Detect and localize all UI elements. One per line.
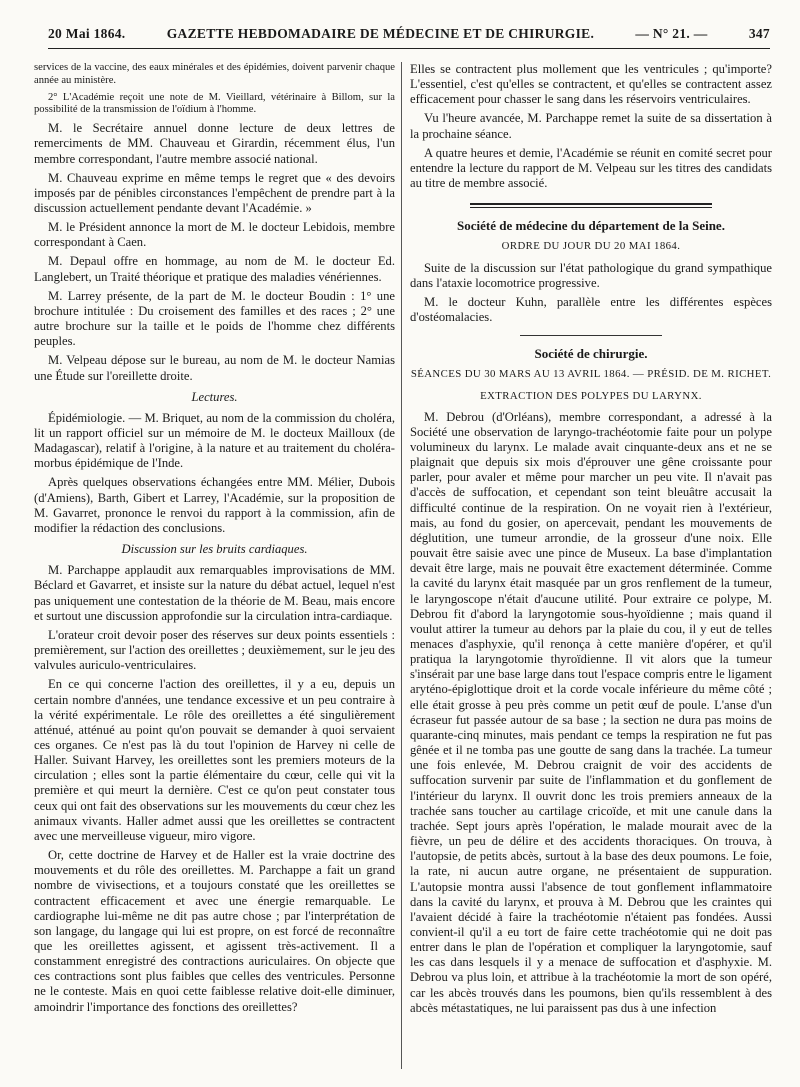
subheading-seances: SÉANCES DU 30 MARS AU 13 AVRIL 1864. — PRÉSID. DE M. RICHET. <box>410 368 772 381</box>
column-divider <box>401 62 402 1069</box>
left-column <box>34 62 395 1069</box>
para-larrey: M. Larrey présente, de la part de M. le docteur Boudin : 1° une brochure intitulée : Du croisement des familles et des races ; 2° une autre brochure sur la taille et le poids de l'homme chez différents peuples. <box>34 288 395 349</box>
header-issue: — N° 21. — <box>635 26 708 41</box>
header-date: 20 Mai 1864. <box>48 26 126 41</box>
fragment-vaccine: services de la vaccine, des eaux minérales et des épidémies, doivent parvenir chaque année au ministère. <box>34 62 395 86</box>
heading-societe-chirurgie: Société de chirurgie. <box>534 346 648 362</box>
para-secretaire: M. le Secrétaire annuel donne lecture de deux lettres de remerciments de MM. Chauveau et Girardin, récemment élus, l'un membre correspondant, l'autre membre associé national. <box>34 121 395 166</box>
heading-societe-medecine: Société de médecine du département de la Seine. <box>457 218 725 234</box>
subheading-polypes: EXTRACTION DES POLYPES DU LARYNX. <box>480 389 702 402</box>
para-parchappe: M. Parchappe applaudit aux remarquables improvisations de MM. Béclard et Gavarret, et insiste sur la nature du débat actuel, lequel n'est pas uniquement une contestation de la théorie de M. Beau, mais encore et surtout une discussion approfondie sur la circulation intra-cardiaque. <box>34 563 395 623</box>
para-chauveau: M. Chauveau exprime en même temps le regret que « des devoirs imposés par de pénibles circonstances l'empêchent de prendre part à la discussion actuellement pendante devant l'Académie. » <box>34 170 395 215</box>
header-page-number: 347 <box>748 26 770 41</box>
para-epidemiologie: Épidémiologie. — M. Briquet, au nom de la commission du choléra, lit un rapport officiel sur un mémoire de M. le docteux Mailloux (de Madagascar), relatif à l'origine, à la nature et au traitement du choléra-morbus épidémique de l'Inde. <box>34 410 395 471</box>
section-rule <box>470 203 712 208</box>
heading-lectures: Lectures. <box>191 389 238 404</box>
fragment-vieillard: 2° L'Académie reçoit une note de M. Vieillard, vétérinaire à Billom, sur la possibilité de la transmission de l'oïdium à l'homme. <box>34 91 395 116</box>
right-column <box>410 62 772 1069</box>
para-sympathique: Suite de la discussion sur l'état pathologique du grand sympathique dans l'ataxie locomotrice progressive. <box>410 260 772 290</box>
header-title: GAZETTE HEBDOMADAIRE DE MÉDECINE ET DE CHIRURGIE. <box>166 26 595 41</box>
para-contraction: Elles se contractent plus mollement que les ventricules ; qu'importe? L'essentiel, c'est qu'elles se contractent, et qu'elles se contractent assez efficacement pour chasser le sang dans les réservoirs ventriculaires. <box>410 62 772 107</box>
para-depaul: M. Depaul offre en hommage, au nom de M. le docteur Ed. Langlebert, un Traité théorique et pratique des maladies vénériennes. <box>34 254 395 284</box>
running-header <box>48 26 770 49</box>
heading-discussion: Discussion sur les bruits cardiaques. <box>121 542 308 557</box>
para-debrou: M. Debrou (d'Orléans), membre correspondant, a adressé à la Société une observation de laryngo-trachéotomie faite pour un polype volumineux du larynx. Le malade avait cinquante-deux ans et ne se plaignait que depuis six mois d'éprouver une gêne croissante pour parler, pour avaler et même pour marcher un peu vite. Il n'avait pas d'accès de suffocation, et cependant son teint bleuâtre accusait la difficulté continue de la respiration. On ne voyait rien à l'extérieur, mais, au fond du gosier, on apercevait, pendant les mouvements de déglutition, une tumeur arrondie, de la grosseur d'une noix. Elle pouvait être saisie avec une pince de Museux. La base d'implantation devait être large, mais ne pouvait être exactement déterminée. Comme la cavité du larynx était masquée par un gros renflement de la tumeur, le laryngoscope n'était d'aucune utilité. Pour extraire ce polype, M. Debrou fit d'abord la laryngotomie sous-hyoïdienne ; mais quand il voulut attirer la tumeur au dehors par la plaie du cou, il y eut de telles menaces d'asphyxie, qu'il renonça à cette manière d'opérer, et qu'il pratiqua la laryngotomie thyroïdienne. Il vit alors que la tumeur s'insérait par une base large dans tout l'espace compris entre le ligament aryténo-épiglottique droit et la corde vocale inférieure du même côté ; elle était grosse à peu près comme un petit œuf de poule. L'anse d'un écraseur fut passée autour de sa base ; la section ne dura pas moins de quarante-cinq minutes, mais pendant ce temps la respiration ne fut pas gênée et il ne tomba pas une goutte de sang dans la trachée. La tumeur une fois enlevée, M. Debrou craignit de voir des accidents de suffocation survenir par suite de l'inflammation et du gonflement de l'intérieur du larynx. Il ouvrit donc les trois premiers anneaux de la trachée sans toucher au cartilage cricoïde, et mit une canule dans la trachée. Sept jours après l'opération, le malade mourait avec de la fièvre, un peu de délire et des accidents thoraciques. On trouva, à l'autopsie, de petits abcès, surtout à la base des deux poumons. Le foie, la rate, ni aucun autre organe, ne présentaient de suppuration. L'autopsie montra aussi l'absence de tout gonflement inflammatoire dans la cavité du larynx, et prouva à M. Debrou que les craintes qui l'avaient décidé à faire la trachéotomie n'étaient pas fondées. Aussi convient-il qu'il a eu tort de faire cette trachéotomie qui ne doit pas entrer dans le plan de l'opération et compliquer la laryngotomie, sauf les cas dans lesquels il y a menace de suffocation et d'asphyxie. M. Debrou va plus loin, et attribue à la trachéotomie la mort de son opéré, car les abcès trouvés dans les poumons, bien qu'ils ressemblent à des abcès métastatiques, ne lui paraissent pas dus à une infection <box>410 409 772 1015</box>
para-president: M. le Président annonce la mort de M. le docteur Lebidois, membre correspondant à Caen. <box>34 220 395 250</box>
para-doctrine: Or, cette doctrine de Harvey et de Haller est la vraie doctrine des mouvements et du rôle des oreillettes. M. Parchappe a fait un grand nombre de vivisections, et a toujours constaté que les oreillettes se contractent efficacement et avec une énergie remarquable. Le cardiographe lui-même ne dit pas autre chose ; par l'interprétation de son langage, du langage qui lui est propre, on est forcé de reconnaître que les oreillettes agissent, et agissent très-activement. Il a constamment enregistré des contractions auriculaires. On objecte que ces contractions sont plus faibles que celles des ventricules. Personne ne le conteste. Mais en quoi cette faiblesse relative doit-elle diminuer, amoindrir l'importance des fonctions des oreillettes? <box>34 848 395 1014</box>
para-kuhn: M. le docteur Kuhn, parallèle entre les différentes espèces d'ostéomalacies. <box>410 294 772 325</box>
para-renvoi: Après quelques observations échangées entre MM. Mélier, Dubois (d'Amiens), Barth, Gibert et Larrey, l'Académie, sur la proposition de M. Gavarret, prononce le renvoi du rapport à la commission, afin de modifier la rédaction des conclusions. <box>34 475 395 535</box>
para-oreillettes: En ce qui concerne l'action des oreillettes, il y a eu, depuis un certain nombre d'années, une tendance excessive et un peu contraire à la vérité expérimentale. Le rôle des oreillettes a été singulièrement atténué, atténué au point qu'on pouvait se demander à quoi servaient ces organes. Ce n'est pas là du tout l'opinion de Harvey ni celle de Haller. Suivant Harvey, les oreillettes sont les premiers moteurs de la circulation ; elles sont la partie élémentaire du cœur, celle qui vit la première et qui meurt la dernière. C'est ce qu'on peut constater tous ceux qui ont fait des observations sur les mouvements du cœur chez les animaux vivants. Haller admet aussi que les oreillettes se contractent avec une merveilleuse vigueur, miro vigore. <box>34 677 395 843</box>
section-rule-short <box>520 335 662 336</box>
subheading-ordre: ORDRE DU JOUR DU 20 MAI 1864. <box>501 240 681 253</box>
para-heure: Vu l'heure avancée, M. Parchappe remet la suite de sa dissertation à la prochaine séance. <box>410 111 772 141</box>
para-velpeau: M. Velpeau dépose sur le bureau, au nom de M. le docteur Namias une Étude sur l'oreillette droite. <box>34 353 395 383</box>
para-reserves: L'orateur croit devoir poser des réserves sur deux points essentiels : premièrement, sur l'action des oreillettes ; deuxièmement, sur le jeu des valvules auriculo-ventriculaires. <box>34 627 395 673</box>
para-comite: A quatre heures et demie, l'Académie se réunit en comité secret pour entendre la lecture du rapport de M. Velpeau sur les titres des candidats au titre de membre associé. <box>410 145 772 191</box>
